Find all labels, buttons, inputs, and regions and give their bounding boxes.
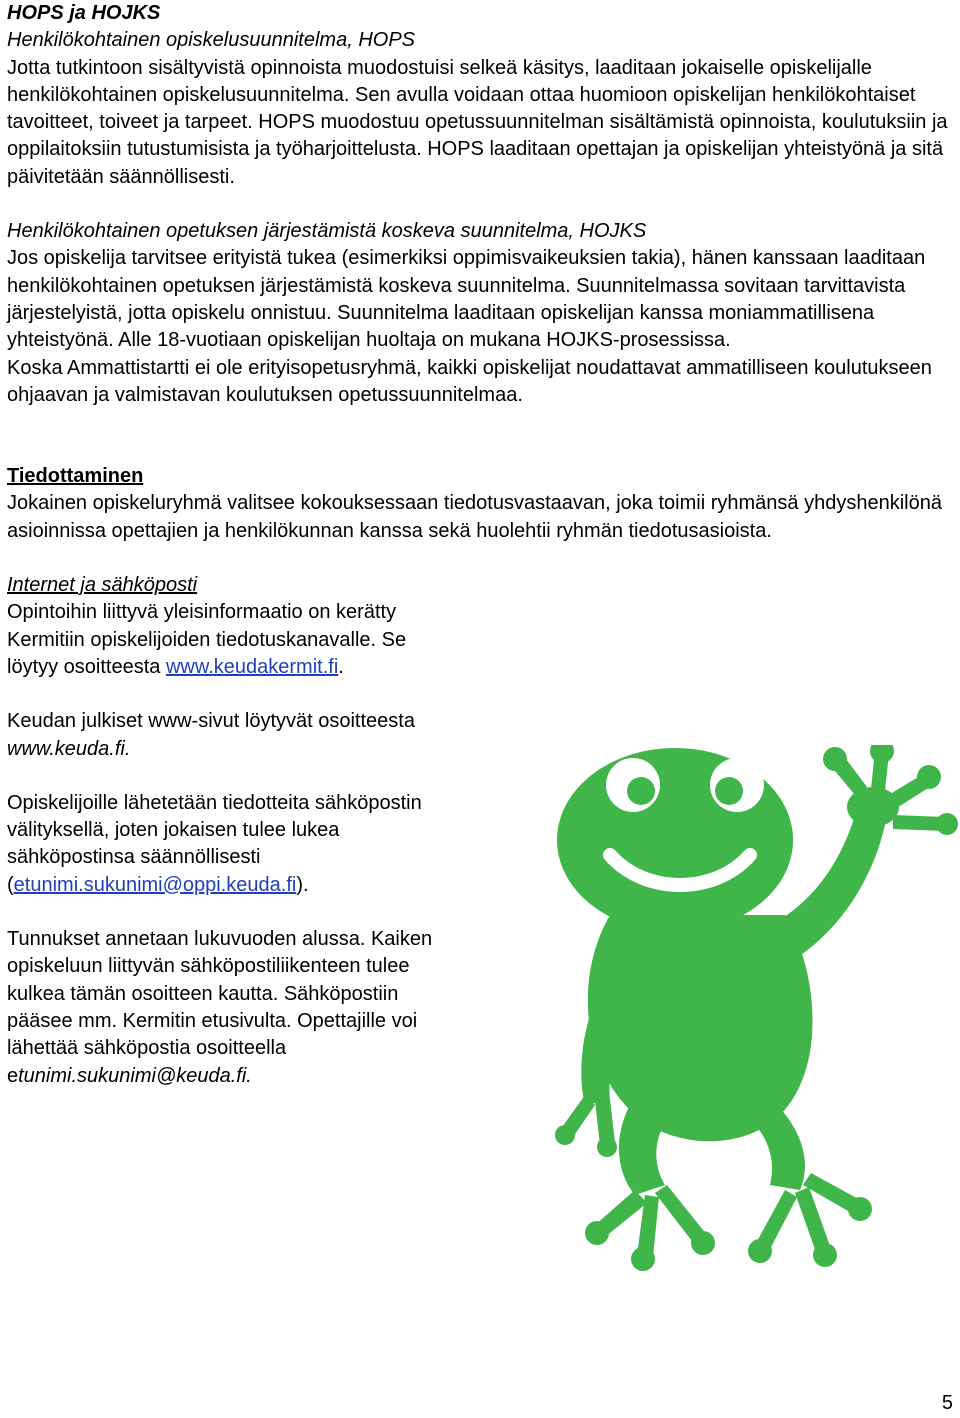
internet-paragraph-3	[7, 790, 437, 899]
teacher-email-rest: tunimi.sukunimi@keuda.fi.	[18, 1064, 252, 1087]
section-title-tiedottaminen: Tiedottaminen	[7, 465, 144, 488]
internet-paragraph-2	[7, 708, 437, 763]
keudakermit-link[interactable]: www.keudakermit.fi	[165, 655, 339, 678]
hops-subtitle: Henkilökohtainen opiskelusuunnitelma, HOPS	[7, 29, 416, 52]
student-email-link[interactable]: etunimi.sukunimi@oppi.keuda.fi	[13, 873, 297, 896]
teacher-email-e: e	[7, 1064, 19, 1087]
internet-p1-end: .	[338, 655, 344, 678]
tiedottaminen-paragraph: Jokainen opiskeluryhmä valitsee kokouksessaan tiedotusvastaavan, joka toimii ryhmänsä yhdyshenkilönä asioinnissa opettajien ja henkilökunnan kanssa sekä huolehtii ryhmän tiedotusasioista.	[7, 492, 942, 542]
internet-subtitle: Internet ja sähköposti	[7, 574, 198, 597]
section-title-hops-hojks: HOPS ja HOJKS	[7, 2, 161, 24]
internet-p3-end: ).	[296, 873, 309, 896]
internet-p3-text: Opiskelijoille lähetetään tiedotteita sähköpostin välityksellä, joten jokaisen tulee lukea sähköpostinsa säännöllisesti (	[7, 791, 422, 896]
internet-paragraph-1	[7, 599, 437, 681]
internet-p1-text: Opintoihin liittyvä yleisinformaatio on kerätty Kermitiin opiskelijoiden tiedotuskanavalle. Se löytyy osoitteesta	[7, 601, 407, 678]
keuda-url: www.keuda.fi.	[7, 737, 131, 760]
hojks-subtitle: Henkilökohtainen opetuksen järjestämistä koskeva suunnitelma, HOJKS	[7, 220, 647, 243]
page-number: 5	[941, 1392, 953, 1414]
hojks-paragraph: Jos opiskelija tarvitsee erityistä tukea (esimerkiksi oppimisvaikeuksien takia), hänen kanssaan laaditaan henkilökohtainen opetuksen järjestämistä koskeva suunnitelma. Suunnitelmassa sovitaan tarvittavista järjestelyistä, jotta opiskelu onnistuu. Suunnitelma laaditaan opiskelijan kanssa moniammatillisena yhteistyönä. Alle 18-vuotiaan opiskelijan huoltaja on mukana HOJKS-prosessissa.	[7, 247, 926, 352]
hojks-paragraph-2: Koska Ammattistartti ei ole erityisopetusryhmä, kaikki opiskelijat noudattavat ammatilliseen koulutukseen ohjaavan ja valmistavan koulutuksen opetussuunnitelmaa.	[7, 356, 932, 406]
internet-paragraph-4	[7, 926, 437, 1090]
frog-mascot-icon	[555, 745, 960, 1305]
internet-p2-text: Keudan julkiset www-sivut löytyvät osoitteesta	[7, 710, 415, 733]
internet-p4-text: Tunnukset annetaan lukuvuoden alussa. Kaiken opiskeluun liittyvän sähköpostiliikenteen tulee kulkea tämän osoitteen kautta. Sähköpostiin pääsee mm. Kermitin etusivulta. Opettajille voi lähettää sähköpostia osoitteella	[7, 928, 433, 1060]
hops-paragraph: Jotta tutkintoon sisältyvistä opinnoista muodostuisi selkeä käsitys, laaditaan jokaiselle opiskelijalle henkilökohtainen opiskelusuunnitelma. Sen avulla voidaan ottaa huomioon opiskelijan henkilökohtaiset tavoitteet, toiveet ja tarpeet. HOPS muodostuu opetussuunnitelman sisältämistä opinnoista, koulutuksiin ja oppilaitoksiin tutustumisista ja työharjoittelusta. HOPS laaditaan opettajan ja opiskelijan yhteistyönä ja sitä päivitetään säännöllisesti.	[7, 56, 948, 188]
